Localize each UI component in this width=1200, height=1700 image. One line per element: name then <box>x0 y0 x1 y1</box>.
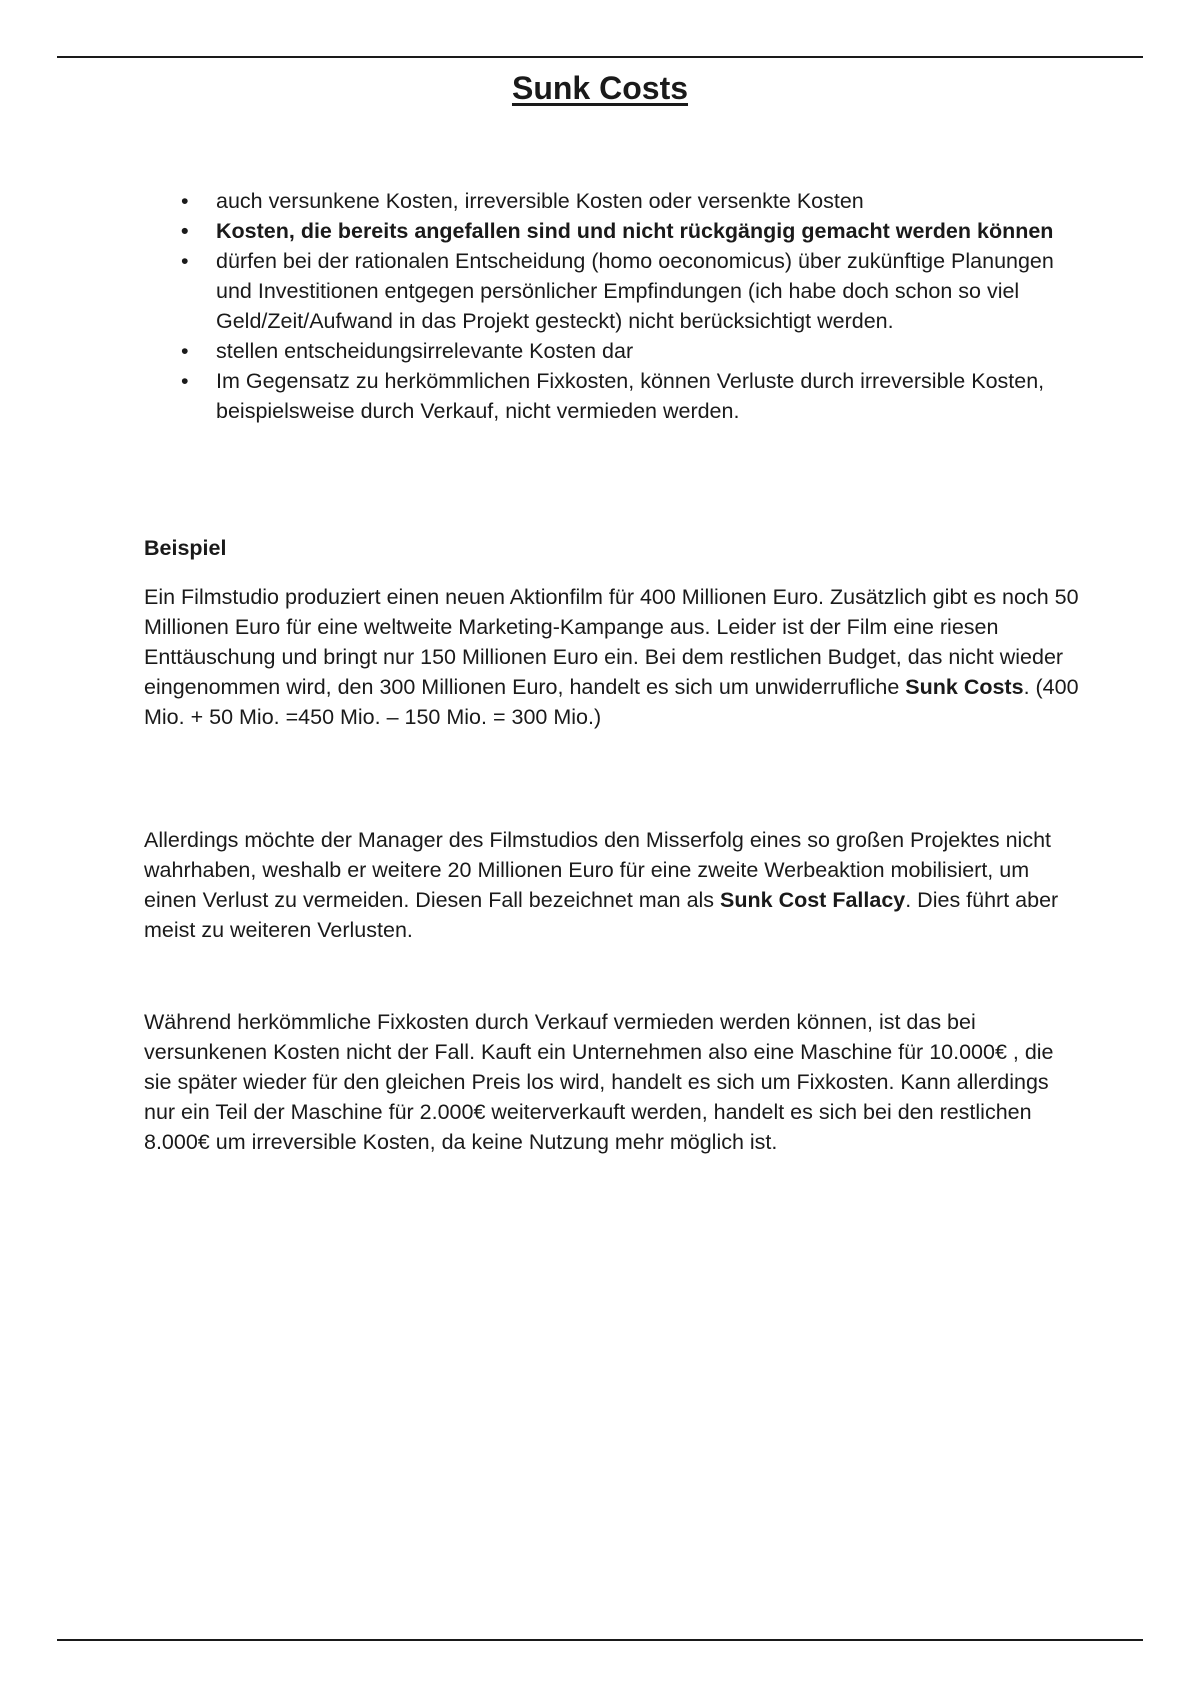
paragraph-text: Ein Filmstudio produziert einen neuen Aktionfilm für 400 Millionen Euro. Zusätzlich gibt es noch 50 Millionen Euro für eine weltweite Marketing-Kampange aus. Leider ist der Film eine riesen Enttäuschung und bringt nur 150 Millionen Euro ein. Bei dem restlichen Budget, das nicht wieder eingenommen wird, den 300 Millionen Euro, handelt es sich um unwiderrufliche <box>144 585 1079 699</box>
paragraph-text: . Dies führt aber meist zu weiteren Verlusten. <box>144 888 1059 942</box>
list-item <box>181 216 1076 246</box>
bullet-icon: • <box>181 339 189 363</box>
bullet-icon: • <box>181 249 189 273</box>
list-item-text: auch versunkene Kosten, irreversible Kosten oder versenkte Kosten <box>216 189 864 213</box>
example-heading: Beispiel <box>144 536 227 560</box>
comparison-paragraph: Während herkömmliche Fixkosten durch Verkauf vermieden werden können, ist das bei versunkenen Kosten nicht der Fall. Kauft ein Unternehmen also eine Maschine für 10.000€ , die sie später wieder für den gleichen Preis los wird, handelt es sich um Fixkosten. Kann allerdings nur ein Teil der Maschine für 2.000€ weiterverkauft werden, handelt es sich bei den restlichen 8.000€ um irreversible Kosten, da keine Nutzung mehr möglich ist. <box>144 1010 1054 1154</box>
example-paragraph <box>144 582 1079 732</box>
list-item-text: Kosten, die bereits angefallen sind und nicht rückgängig gemacht werden können <box>216 219 1054 243</box>
bullet-icon: • <box>181 219 189 243</box>
paragraph-text: . (400 Mio. + 50 Mio. =450 Mio. – 150 Mio. = 300 Mio.) <box>144 675 1079 729</box>
list-item <box>181 336 1076 366</box>
emphasis-term: Sunk Cost Fallacy <box>720 888 906 912</box>
list-item-text: Im Gegensatz zu herkömmlichen Fixkosten, können Verluste durch irreversible Kosten, beispielsweise durch Verkauf, nicht vermieden werden. <box>216 369 1045 423</box>
bullet-icon: • <box>181 369 189 393</box>
list-item <box>181 186 1076 216</box>
fallacy-paragraph <box>144 825 1079 945</box>
paragraph-text: Allerdings möchte der Manager des Filmstudios den Misserfolg eines so großen Projektes nicht wahrhaben, weshalb er weitere 20 Millionen Euro für eine zweite Werbeaktion mobilisiert, um einen Verlust zu vermeiden. Diesen Fall bezeichnet man als <box>144 828 1052 912</box>
page-title: Sunk Costs <box>511 70 689 106</box>
top-rule <box>57 56 1143 58</box>
definition-list <box>181 186 1076 426</box>
list-item-text: stellen entscheidungsirrelevante Kosten dar <box>216 339 634 363</box>
list-item <box>181 246 1076 336</box>
bullet-icon: • <box>181 189 189 213</box>
list-item <box>181 366 1076 426</box>
list-item-text: dürfen bei der rationalen Entscheidung (homo oeconomicus) über zukünftige Planungen und Investitionen entgegen persönlicher Empfindungen (ich habe doch schon so viel Geld/Zeit/Aufwand in das Projekt gesteckt) nicht berücksichtigt werden. <box>216 249 1054 333</box>
emphasis-term: Sunk Costs <box>905 675 1024 699</box>
bottom-rule <box>57 1639 1143 1641</box>
